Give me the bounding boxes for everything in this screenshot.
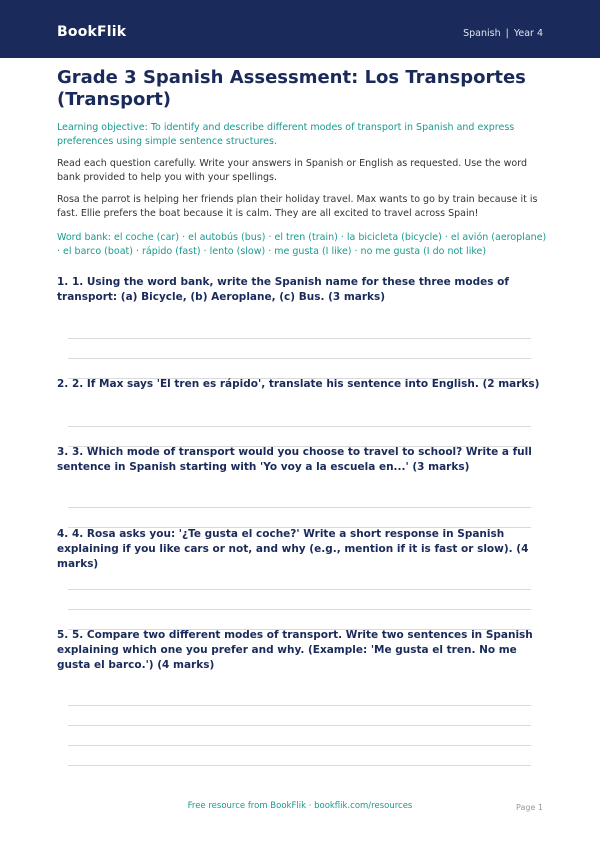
question-4: 4. 4. Rosa asks you: '¿Te gusta el coche?' Write a short response in Spanish explaining if you like cars or not, and why (e.g., mention if it is fast or slow). (4 marks) — [57, 528, 529, 570]
subject-label: Spanish — [463, 28, 501, 39]
footer-link[interactable]: Free resource from BookFlik · bookflik.com/resources — [187, 801, 413, 811]
year-label: Year 4 — [513, 28, 543, 39]
page-title: Grade 3 Spanish Assessment: Los Transportes (Transport) — [57, 67, 526, 110]
answer-line-5c[interactable] — [68, 745, 531, 746]
answer-line-5a[interactable] — [68, 705, 531, 706]
word-bank: Word bank: el coche (car) · el autobús (bus) · el tren (train) · la bicicleta (bicycle) · el avión (aeroplane) · el barco (boat) · rápido (fast) · lento (slow) · me gusta (I like) · no me gusta (I do not like) — [57, 232, 547, 257]
page-header — [0, 0, 600, 58]
answer-line-3a[interactable] — [68, 507, 531, 508]
instructions: Read each question carefully. Write your answers in Spanish or English as requested. Use the word bank provided to help you with your spellings. — [57, 158, 528, 183]
story-text: Rosa the parrot is helping her friends plan their holiday travel. Max wants to go by train because it is fast. Ellie prefers the boat because it is calm. They are all excited to travel across Spain! — [57, 194, 538, 219]
answer-line-4a[interactable] — [68, 589, 531, 590]
question-2: 2. 2. If Max says 'El tren es rápido', translate his sentence into English. (2 marks) — [57, 378, 540, 390]
answer-line-4b[interactable] — [68, 609, 531, 610]
header-meta — [463, 28, 543, 39]
answer-line-5b[interactable] — [68, 725, 531, 726]
question-5: 5. 5. Compare two different modes of transport. Write two sentences in Spanish explaining which one you prefer and why. (Example: 'Me gusta el tren. No me gusta el barco.') (4 marks) — [57, 629, 533, 671]
brand-logo[interactable]: BookFlik — [57, 24, 127, 40]
learning-objective: Learning objective: To identify and describe different modes of transport in Spanish and express preferences using simple sentence structures. — [57, 122, 515, 147]
question-1: 1. 1. Using the word bank, write the Spanish name for these three modes of transport: (a) Bicycle, (b) Aeroplane, (c) Bus. (3 marks) — [57, 276, 509, 303]
question-3: 3. 3. Which mode of transport would you choose to travel to school? Write a full sentence in Spanish starting with 'Yo voy a la escuela en...' (3 marks) — [57, 446, 532, 473]
answer-line-1b[interactable] — [68, 358, 531, 359]
answer-line-1a[interactable] — [68, 338, 531, 339]
answer-line-5d[interactable] — [68, 765, 531, 766]
answer-line-2a[interactable] — [68, 426, 531, 427]
page-number: Page 1 — [516, 803, 543, 812]
header-separator: | — [505, 28, 509, 39]
